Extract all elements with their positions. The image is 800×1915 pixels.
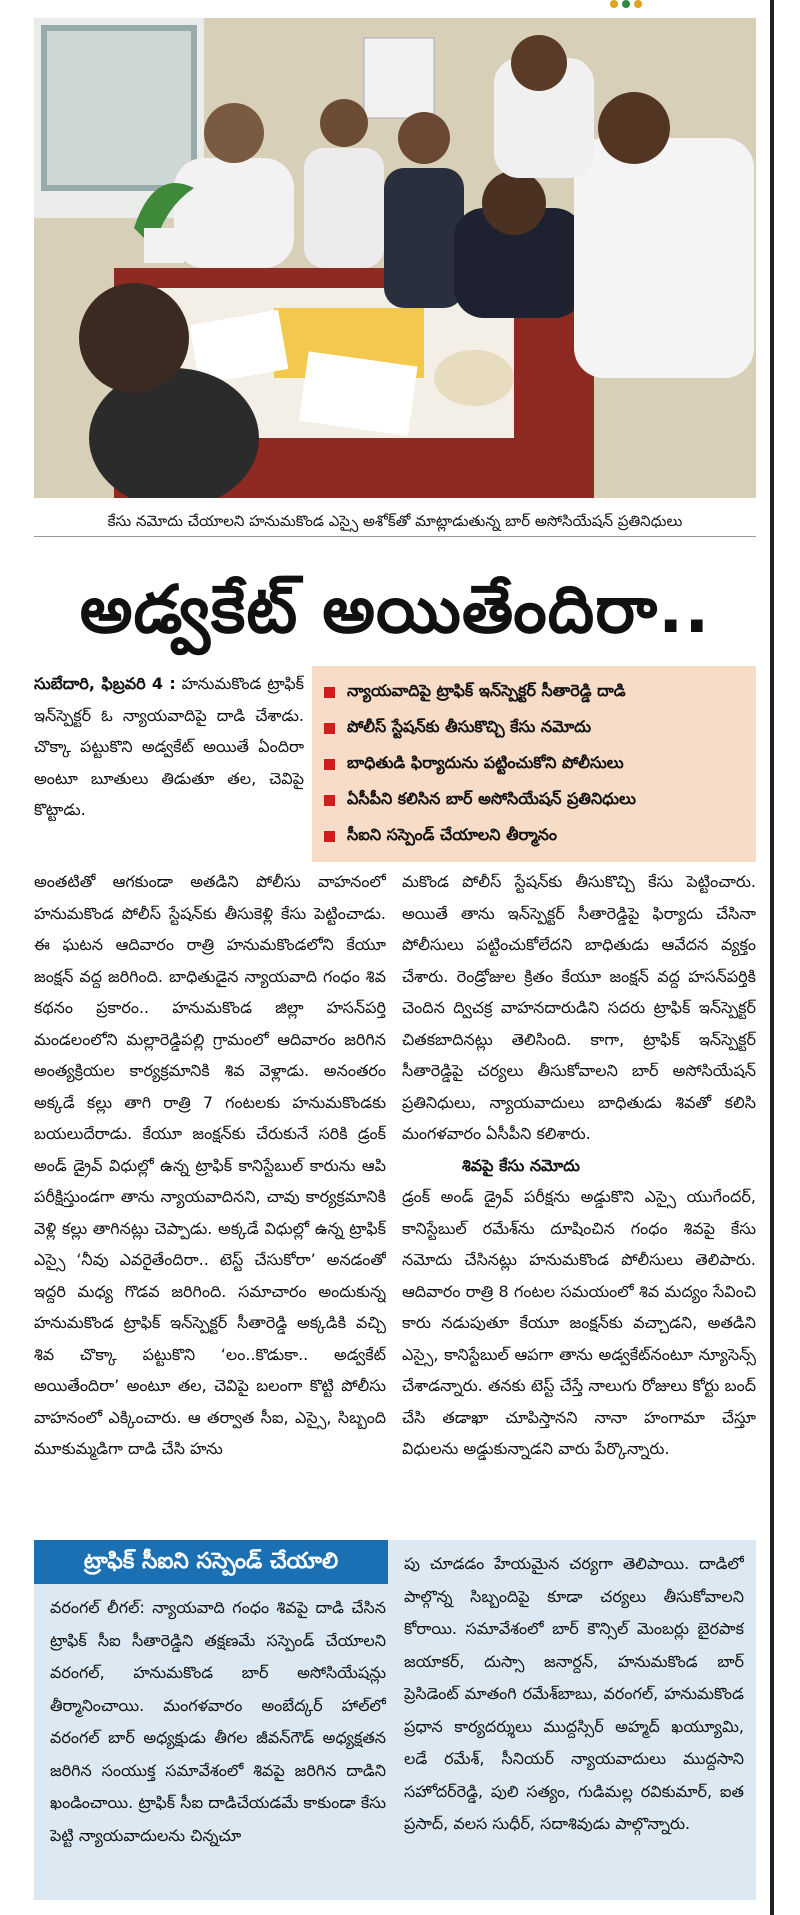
bullet-icon: [324, 795, 335, 806]
article-column-2: [402, 866, 756, 1530]
highlights-box: [312, 666, 756, 862]
article-intro: [34, 668, 304, 863]
photo-illustration: [34, 18, 756, 498]
highlight-text: పోలీస్ స్టేషన్‌కు తీసుకొచ్చి కేసు నమోదు: [347, 716, 591, 736]
headline: అడ్వకేట్ అయితేందిరా..: [79, 571, 711, 648]
highlight-item: [324, 746, 744, 782]
intro-text: హనుమకొండ ట్రాఫిక్ ఇన్‌స్పెక్టర్ ఓ న్యాయవాదిపై దాడి చేశాడు. చొక్కా పట్టుకొని అడ్వకేట్ అయితే ఏందిరా అంటూ బూతులు తిడుతూ తల, చెవిపై కొట్టాడు.: [34, 674, 304, 819]
highlight-text: ఏసీపీని కలిసిన బార్ అసోసియేషన్ ప్రతినిధులు: [347, 788, 636, 808]
article-column-1: [34, 866, 386, 1530]
bullet-icon: [324, 723, 335, 734]
highlight-item: [324, 782, 744, 818]
bullet-icon: [324, 831, 335, 842]
article-body-1: అంతటితో ఆగకుండా అతడిని పోలీసు వాహనంలో హనుమకొండ పోలీస్ స్టేషన్‌కు తీసుకెళ్లి కేసు పెట్టించాడు. ఈ ఘటన ఆదివారం రాత్రి హనుమకొండలోని కేయూ జంక్షన్ వద్ద జరిగింది. బాధితుడైన న్యాయవాది గంధం శివ కథనం ప్రకారం.. హనుమకొండ జిల్లా హసన్‌పర్తి మండలంలోని మల్లారెడ్డిపల్లి గ్రామంలో ఆదివారం జరిగిన అంత్యక్రియల కార్యక్రమానికి శివ వెళ్లాడు. అనంతరం అక్కడే కల్లు తాగి రాత్రి 7 గంటలకు హనుమకొండకు బయలుదేరాడు. కేయూ జంక్షన్‌కు చేరుకునే సరికి డ్రంక్ అండ్ డ్రైవ్ విధుల్లో ఉన్న ట్రాఫిక్ కానిస్టేబుల్ కారును ఆపి పరీక్షిస్తుండగా తాను న్యాయవాదినని, చావు కార్యక్రమానికి వెళ్లి కల్లు తాగినట్లు చెప్పాడు. అక్కడే విధుల్లో ఉన్న ట్రాఫిక్ ఎస్సై ‘నీవు ఎవరైతేందిరా.. టెస్ట్ చేసుకోరా’ అనడంతో ఇద్దరి మధ్య గొడవ జరిగింది. సమాచారం అందుకున్న హనుమకొండ ట్రాఫిక్ ఇన్‌స్పెక్టర్ సీతారెడ్డి అక్కడికి వచ్చి శివ చొక్కా పట్టుకొని ‘లం..కొడుకా.. అడ్వకేట్ అయితేందిరా’ అంటూ తల, చెవిపై బలంగా కొట్టి పోలీసు వాహనంలో ఎక్కించారు. ఆ తర్వాత సీఐ, ఎస్సై, సిబ్బంది మూకుమ్మడిగా దాడి చేసి హను: [34, 872, 386, 1458]
sidebar-text-1: వరంగల్ లీగల్: న్యాయవాది గంధం శివపై దాడి చేసిన ట్రాఫిక్ సీఐ సీతారెడ్డిని తక్షణమే సస్పెండ్ చేయాలని వరంగల్, హనుమకొండ బార్ అసోసియేషన్లు తీర్మానించాయి. మంగళవారం అంబేద్కర్ హాల్‌లో వరంగల్ బార్ అధ్యక్షుడు తీగల జీవన్‌గౌడ్ అధ్యక్షతన జరిగిన సంయుక్త సమావేశంలో శివపై జరిగిన దాడిని ఖండించాయి. ట్రాఫిక్ సీఐ దాడిచేయడమే కాకుండా కేసు పెట్టి న్యాయవాదులను చిన్నచూ: [50, 1598, 386, 1845]
sub-heading: శివపై కేసు నమోదు: [462, 1155, 580, 1175]
highlight-item: [324, 818, 744, 854]
bullet-icon: [324, 759, 335, 770]
article-body-3: డ్రంక్ అండ్ డ్రైవ్ పరీక్షను అడ్డుకొని ఎస్సై యుగేందర్, కానిస్టేబుల్ రమేశ్‌ను దూషించిన గంధం శివపై కేసు నమోదు చేసినట్లు హనుమకొండ పోలీసులు తెలిపారు. ఆదివారం రాత్రి 8 గంటల సమయంలో శివ మద్యం సేవించి కారు నడుపుతూ కేయూ జంక్షన్‌కు వచ్చాడని, అతడిని ఎస్సై, కానిస్టేబుల్ ఆపగా తాను అడ్వకేట్‌నంటూ న్యూసెన్స్ చేశాడన్నారు. తనకు టెస్ట్ చేస్తే నాలుగు రోజులు కోర్టు బంద్ చేసి తడాఖా చూపిస్తానని నానా హంగామా చేస్తూ విధులను అడ్డుకున్నాడని వారు పేర్కొన్నారు.: [402, 1187, 756, 1458]
highlight-text: సీఐని సస్పెండ్ చేయాలని తీర్మానం: [347, 824, 557, 844]
article-body-2: మకొండ పోలీస్ స్టేషన్‌కు తీసుకొచ్చి కేసు పెట్టించారు. అయితే తాను ఇన్‌స్పెక్టర్ సీతారెడ్డిపై ఫిర్యాదు చేసినా పోలీసులు పట్టించుకోలేదని బాధితుడు ఆవేదన వ్యక్తం చేశారు. రెండ్రోజుల క్రితం కేయూ జంక్షన్ వద్ద హసన్‌పర్తికి చెందిన ద్విచక్ర వాహనదారుడిని సదరు ట్రాఫిక్ ఇన్‌స్పెక్టర్ చితకబాదినట్లు తెలిసింది. కాగా, ట్రాఫిక్ ఇన్‌స్పెక్టర్ సీతారెడ్డిపై చర్యలు తీసుకోవాలని బార్ అసోసియేషన్ ప్రతినిధులు, న్యాయవాదులు బాధితుడు శివతో కలిసి మంగళవారం ఏసీపీని కలిశారు.: [402, 872, 756, 1143]
dateline: సుబేదారి, ఫిబ్రవరి 4 :: [34, 674, 176, 693]
column-divider: [770, 0, 774, 1915]
sidebar-column-2: [404, 1548, 744, 1892]
highlight-item: [324, 674, 744, 710]
ornament-icon: [604, 0, 664, 12]
article-intro-text: [34, 668, 304, 826]
photo-caption: కేసు నమోదు చేయాలని హనుమకొండ ఎస్సై అశోక్‌తో మాట్లాడుతున్న బార్ అసోసియేషన్ ప్రతినిధులు: [34, 506, 756, 537]
sidebar-banner: ట్రాఫిక్ సీఐని సస్పెండ్ చేయాలి: [34, 1540, 388, 1584]
highlight-text: న్యాయవాదిపై ట్రాఫిక్ ఇన్‌స్పెక్టర్ సీతారెడ్డి దాడి: [347, 680, 626, 700]
sidebar-column-1: [50, 1592, 386, 1892]
highlight-item: [324, 710, 744, 746]
highlight-text: బాధితుడి ఫిర్యాదును పట్టించుకోని పోలీసులు: [347, 752, 624, 772]
news-photo: [34, 18, 756, 498]
sidebar-text-2: పు చూడడం హేయమైన చర్యగా తెలిపాయి. దాడిలో పాల్గొన్న సిబ్బందిపై కూడా చర్యలు తీసుకోవాలని కోరాయి. సమావేశంలో బార్ కౌన్సిల్ మెంబర్లు బైరపాక జయాకర్, దుస్సా జనార్దన్, హనుమకొండ బార్ ప్రెసిడెంట్ మాతంగి రమేశ్‌బాబు, వరంగల్, హనుమకొండ ప్రధాన కార్యదర్శులు ముద్దస్సిర్ అహ్మద్ ఖయ్యూమి, లడే రమేశ్, సీనియర్ న్యాయవాదులు ముద్దసాని సహోదర్‌రెడ్డి, పులి సత్యం, గుడిమల్ల రవికుమార్, ఐత ప్రసాద్, వలస సుధీర్, సదాశివుడు పాల్గొన్నారు.: [404, 1554, 744, 1833]
bullet-icon: [324, 687, 335, 698]
sidebar-story: [34, 1540, 756, 1900]
